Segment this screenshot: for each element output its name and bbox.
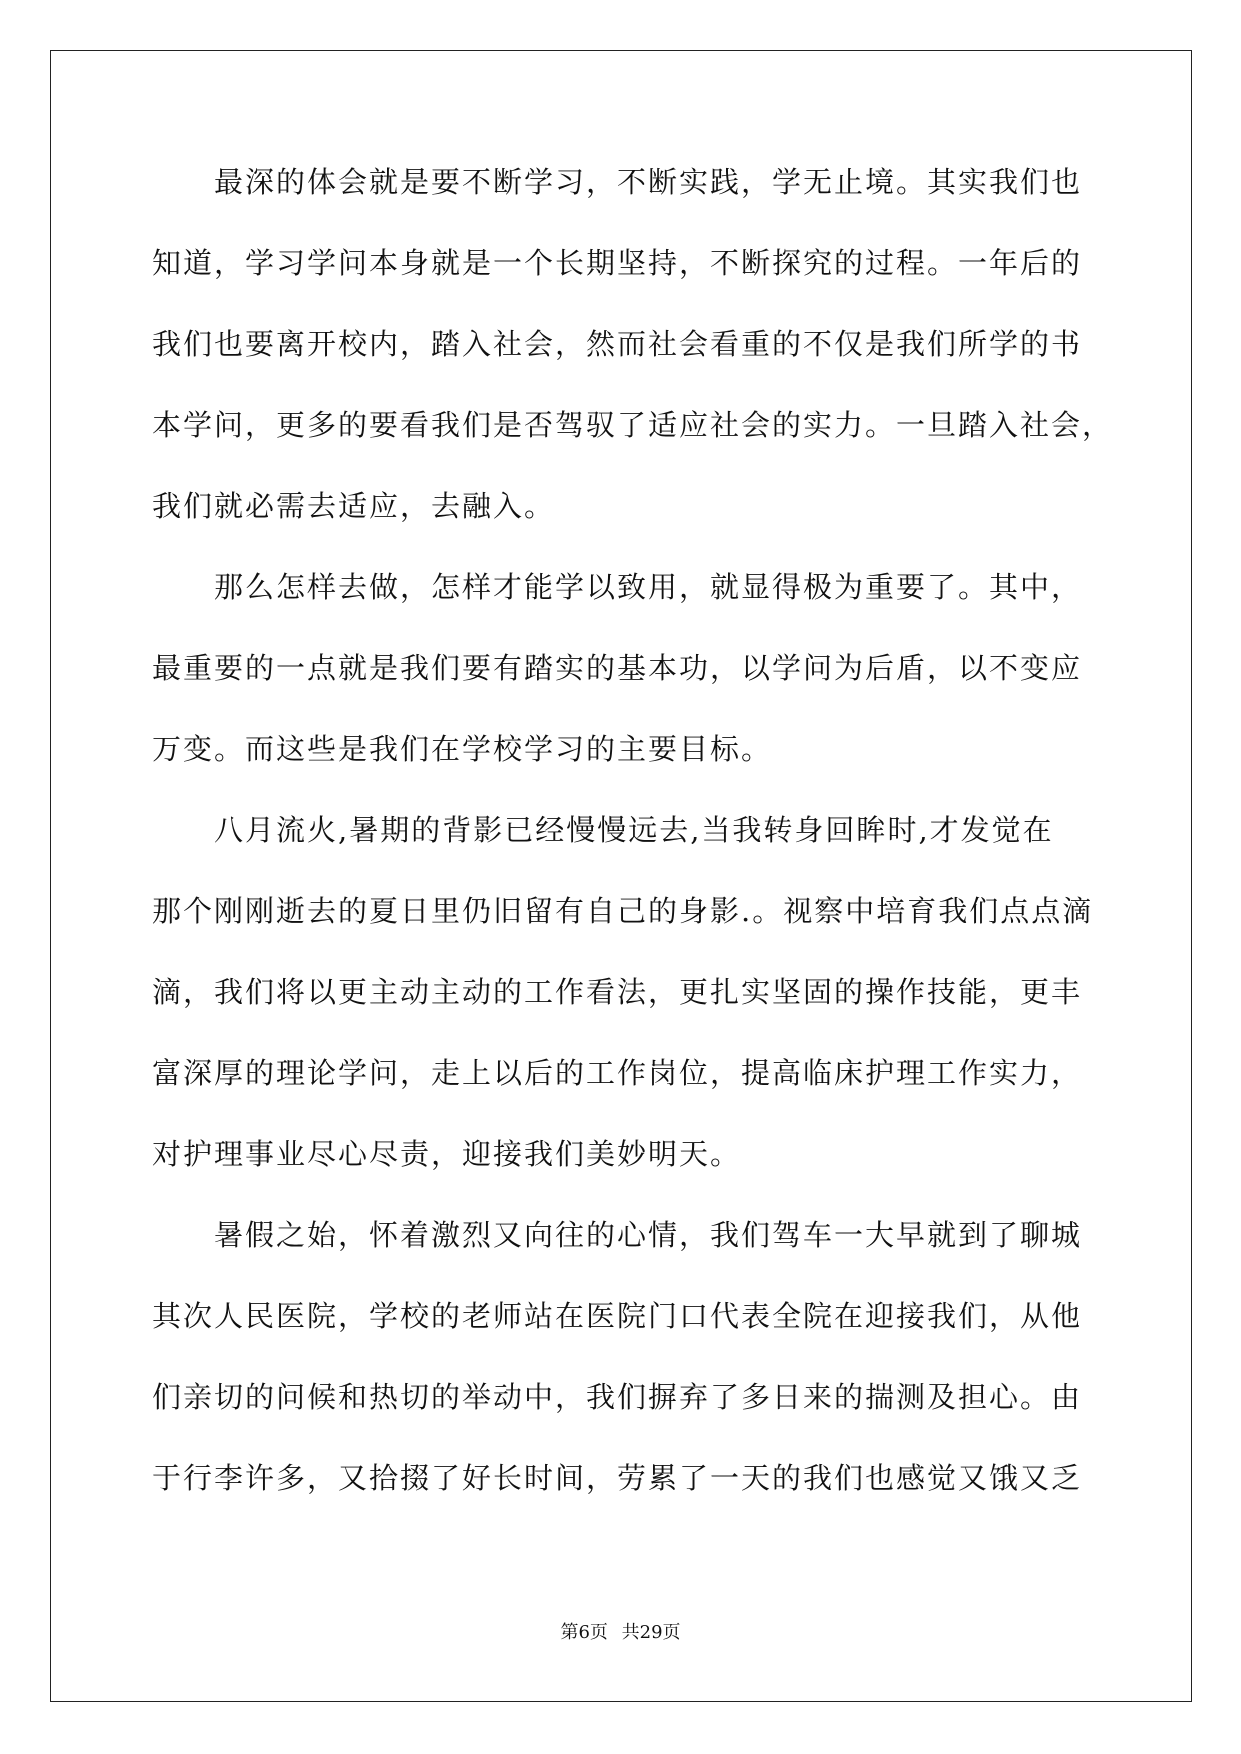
text-line: 富深厚的理论学问，走上以后的工作岗位，提高临床护理工作实力，: [152, 1056, 1083, 1090]
text-line: 那个刚刚逝去的夏日里仍旧留有自己的身影.。视察中培育我们点点滴: [152, 894, 1094, 928]
text-line: 最深的体会就是要不断学习，不断实践，学无止境。其实我们也: [214, 165, 1083, 199]
page-footer: [0, 1618, 1241, 1644]
text-line: 于行李许多，又拾掇了好长时间，劳累了一天的我们也感觉又饿又乏: [152, 1461, 1083, 1495]
text-line: 万变。而这些是我们在学校学习的主要目标。: [152, 732, 773, 766]
total-page-count: 共29页: [621, 1622, 681, 1643]
current-page-number: 第6页: [560, 1622, 608, 1643]
text-line: 滴，我们将以更主动主动的工作看法，更扎实坚固的操作技能，更丰: [152, 975, 1083, 1009]
text-line: 其次人民医院，学校的老师站在医院门口代表全院在迎接我们，从他: [152, 1299, 1083, 1333]
text-line: 暑假之始，怀着激烈又向往的心情，我们驾车一大早就到了聊城: [214, 1218, 1083, 1252]
text-line: 我们就必需去适应，去融入。: [152, 489, 556, 523]
text-line: 本学问，更多的要看我们是否驾驭了适应社会的实力。一旦踏入社会，: [152, 408, 1114, 442]
text-line: 们亲切的问候和热切的举动中，我们摒弃了多日来的揣测及担心。由: [152, 1380, 1083, 1414]
text-line: 那么怎样去做，怎样才能学以致用，就显得极为重要了。其中，: [214, 570, 1083, 604]
text-line: 八月流火,暑期的背影已经慢慢远去,当我转身回眸时,才发觉在: [214, 813, 1054, 847]
text-line: 最重要的一点就是我们要有踏实的基本功，以学问为后盾，以不变应: [152, 651, 1083, 685]
text-line: 我们也要离开校内，踏入社会，然而社会看重的不仅是我们所学的书: [152, 327, 1083, 361]
document-body: [152, 160, 1114, 1537]
text-line: 知道，学习学问本身就是一个长期坚持，不断探究的过程。一年后的: [152, 246, 1083, 280]
text-line: 对护理事业尽心尽责，迎接我们美妙明天。: [152, 1137, 742, 1171]
